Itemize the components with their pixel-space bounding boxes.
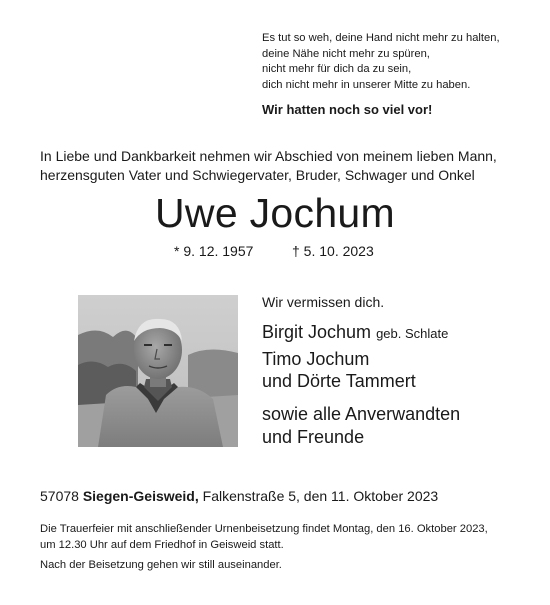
mourner-name: Birgit Jochum [262, 322, 372, 342]
funeral-notice [40, 522, 488, 553]
mourner-friends: und Freunde [262, 427, 365, 447]
maiden-name: geb. Schlate [376, 326, 449, 341]
poem-line: Es tut so weh, deine Hand nicht mehr zu halten, [262, 32, 500, 44]
poem-line: nicht mehr für dich da zu sein, [262, 63, 412, 76]
intro-line: herzensguten Vater und Schwiegervater, Bruder, Schwager und Onkel [40, 167, 475, 183]
death-date: † 5. 10. 2023 [292, 243, 374, 259]
poem-line: dich nicht mehr in unserer Mitte zu haben. [262, 78, 471, 91]
mourner-timo: Timo Jochum [262, 349, 370, 369]
notice-line: um 12.30 Uhr auf dem Friedhof in Geisweid statt. [40, 538, 284, 551]
birth-date: * 9. 12. 1957 [174, 243, 254, 259]
intro-text [40, 147, 497, 185]
portrait-photo [78, 295, 238, 447]
we-miss-you: Wir vermissen dich. [262, 294, 385, 310]
deceased-name: Uwe Jochum [155, 190, 395, 236]
motto: Wir hatten noch so viel vor! [262, 102, 433, 117]
intro-line: In Liebe und Dankbarkeit nehmen wir Abschied von meinem lieben Mann, [40, 148, 497, 164]
mourner-doerte: und Dörte Tammert [262, 371, 416, 391]
city: Siegen-Geisweid, [82, 488, 199, 504]
farewell-note: Nach der Beisetzung gehen wir still auseinander. [40, 559, 282, 571]
notice-line: Die Trauerfeier mit anschließender Urnenbeisetzung findet Montag, den 16. Oktober 2023, [40, 523, 488, 535]
street-date: Falkenstraße 5, den 11. Oktober 2023 [202, 488, 439, 504]
postcode: 57078 [40, 488, 79, 504]
poem-line: deine Nähe nicht mehr zu spüren, [262, 47, 430, 60]
place-date-line [40, 488, 438, 504]
portrait-illustration [78, 295, 238, 447]
poem [262, 31, 532, 93]
mourner-relatives: sowie alle Anverwandten [262, 404, 461, 424]
mourner-birgit [262, 322, 448, 343]
